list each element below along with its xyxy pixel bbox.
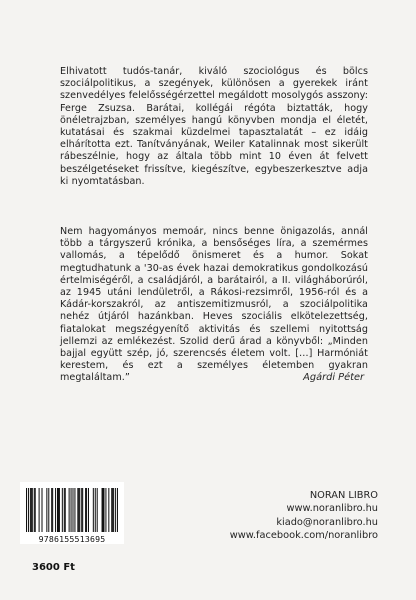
barcode-bar	[81, 488, 82, 532]
blurb-paragraph-2: Nem hagyományos memoár, nincs benne önigazolás, annál több a tárgyszerű krónika, a bensőséges líra, a szemérmes vallomás, a tépelődő önismeret és a humor. Sokat megtudhatunk a '30-as évek hazai demokratikus gondolkozású értelmiségéről, a családjáról, a barátairól, a II. világháborúról, az 1945 utáni lendületről, a Rákosi-rezsimről, 1956-ról és a Kádár-korszakról, az antiszemitizmusról, a szociálpolitika nehéz útjáról hazánkban. Heves szociális elkötelezettség, fiatalokat megszégyenítő aktivitás és szellemi nyitottság jellemzi az emlékezést. Szolid derű árad a könyvből: „Minden bajjal együtt szép, jó, szerencsés életem volt. […] Harmóniát kerestem, és ezt a személyes életemben gyakran megtaláltam.”	[60, 226, 368, 384]
barcode-bar	[93, 488, 94, 532]
barcode-bar	[112, 488, 113, 532]
barcode-bar	[86, 488, 87, 532]
barcode-bar	[32, 488, 33, 532]
barcode-bar	[39, 488, 40, 532]
barcode-bar	[57, 488, 58, 532]
barcode-bar	[52, 488, 53, 532]
barcode-bar	[69, 488, 70, 532]
barcode-bar	[111, 488, 112, 532]
barcode-bar	[51, 488, 52, 532]
barcode-bar	[35, 488, 36, 532]
barcode-bar	[58, 488, 59, 532]
barcode-bar	[55, 488, 56, 532]
barcode-bar	[108, 488, 109, 532]
barcode-bar	[102, 488, 103, 532]
barcode-bar	[113, 488, 114, 532]
barcode-bar	[77, 488, 78, 532]
barcode-bar	[65, 488, 66, 532]
publisher-website: www.noranlibro.hu	[286, 503, 378, 515]
barcode-bar	[59, 488, 60, 532]
barcode-bar	[103, 488, 104, 532]
blurb-paragraph-1: Elhivatott tudós-tanár, kiváló szociológus és bölcs szociálpolitikus, a szegények, különösen a gyerekek iránt szenvedélyes felelősségérzettel megáldott mosolygós asszony: Ferge Zsuzsa. Barátai, kollégái régóta biztatták, hogy önéletrajzban, személyes hangú könyvben mondja el életét, kutatásai és szakmai küzdelmei tapasztalatát – ez idáig elhárította ezt. Tanítványának, Weiler Katalinnak most sikerült rábeszélnie, hogy az általa több mint 10 éven át felvett beszélgetéseket frissítve, kiegészítve, egybeszerkesztve adja ki nyomtatásban.	[60, 66, 368, 187]
barcode-bar	[105, 488, 106, 532]
barcode-bar	[78, 488, 79, 532]
barcode-bar	[115, 488, 116, 532]
barcode-bar	[28, 488, 29, 532]
publisher-email: kiado@noranlibro.hu	[276, 516, 378, 528]
barcode-bar	[95, 488, 96, 532]
barcode-bar	[64, 488, 65, 532]
barcode-bar	[97, 488, 98, 532]
barcode-bar	[88, 488, 89, 532]
barcode-bar	[74, 488, 75, 532]
barcode-bar	[85, 488, 86, 532]
price: 3600 Ft	[32, 562, 75, 573]
barcode-bar	[48, 488, 49, 532]
barcode-bar	[31, 488, 32, 532]
barcode-bar	[26, 488, 27, 532]
isbn-number: 9786155513695	[38, 534, 106, 544]
barcode-bar	[46, 488, 47, 532]
barcode-bar	[82, 488, 83, 532]
barcode-bar	[79, 488, 80, 532]
barcode-bars	[26, 488, 118, 532]
barcode-bar	[117, 488, 118, 532]
publisher-facebook: www.facebook.com/noranlibro	[229, 530, 378, 542]
isbn-barcode	[20, 482, 124, 544]
barcode-bar	[41, 488, 42, 532]
publisher-info	[230, 489, 378, 543]
publisher-name: NORAN LIBRO	[309, 490, 378, 501]
blurb-author-signature: Agárdi Péter	[303, 372, 364, 383]
barcode-bar	[30, 488, 31, 532]
barcode-bar	[72, 488, 73, 532]
barcode-bar	[34, 488, 35, 532]
barcode-bar	[62, 488, 63, 532]
barcode-bar	[103, 488, 104, 532]
barcode-bar	[71, 488, 72, 532]
barcode-label	[20, 482, 124, 544]
